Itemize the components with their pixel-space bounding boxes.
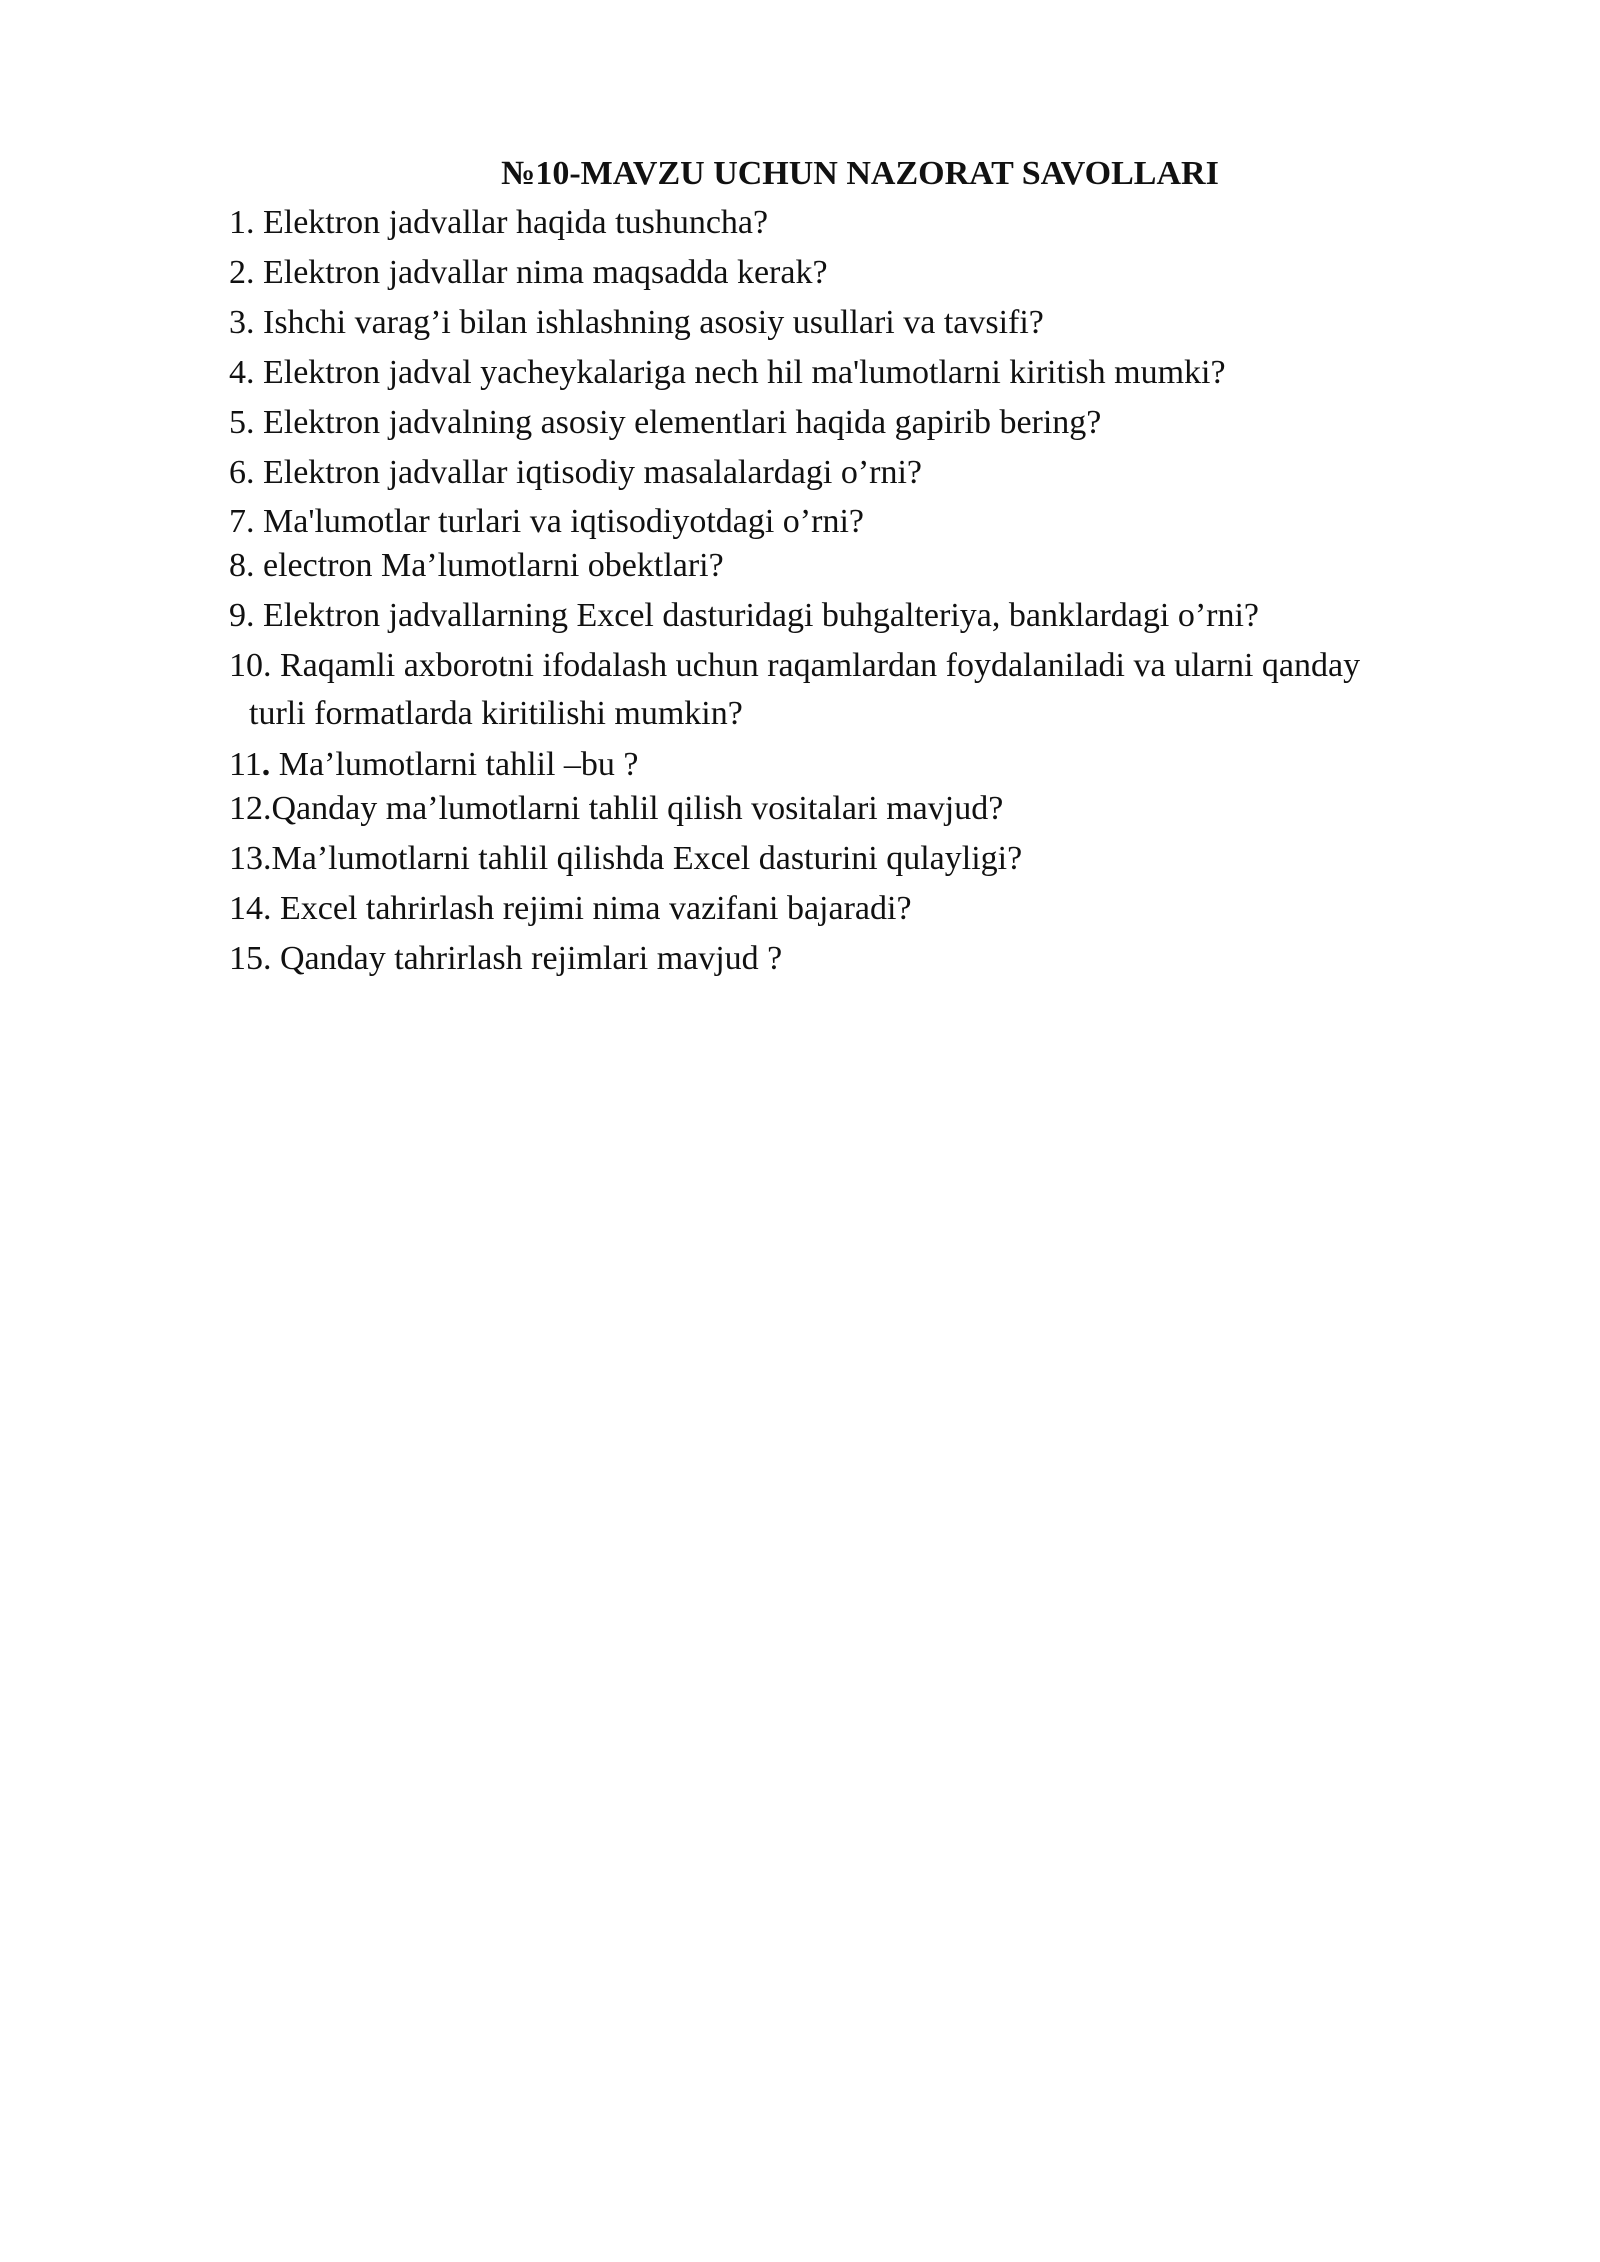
- question-text: Qanday tahrirlash rejimlari mavjud ?: [271, 940, 783, 977]
- question-text: Elektron jadvallarning Excel dasturidagi buhgalteriya, banklardagi o’rni?: [254, 597, 1260, 634]
- list-item: [229, 741, 639, 789]
- list-item: [229, 199, 768, 247]
- list-item: [229, 885, 912, 933]
- question-text: Qanday ma’lumotlarni tahlil qilish vositalari mavjud?: [271, 790, 1004, 827]
- question-text: Ma’lumotlarni tahlil –bu ?: [270, 746, 639, 783]
- question-number: 1.: [229, 204, 255, 241]
- list-item: [229, 249, 828, 297]
- question-number: 11: [229, 746, 262, 783]
- list-item: [229, 349, 1226, 397]
- question-text: Elektron jadvallar nima maqsadda kerak?: [254, 254, 828, 291]
- question-number: 7.: [229, 503, 255, 540]
- question-text: Ma’lumotlarni tahlil qilishda Excel dasturini qulayligi?: [271, 840, 1023, 877]
- question-text: Excel tahrirlash rejimi nima vazifani bajaradi?: [271, 890, 912, 927]
- list-item: [229, 592, 1259, 640]
- question-number: 4.: [229, 354, 255, 391]
- question-text: Elektron jadval yacheykalariga nech hil ma'lumotlarni kiritish mumki?: [254, 354, 1226, 391]
- question-number: 13.: [229, 840, 272, 877]
- question-text: electron Ma’lumotlarni obektlari?: [254, 547, 724, 584]
- question-number: 14.: [229, 890, 272, 927]
- list-item: [229, 785, 1003, 833]
- question-text: Elektron jadvallar haqida tushuncha?: [254, 204, 769, 241]
- question-number: 8.: [229, 547, 255, 584]
- question-text-continued: turli formatlarda kiritilishi mumkin?: [249, 695, 743, 732]
- question-number-dot: .: [261, 746, 271, 783]
- question-number: 3.: [229, 304, 255, 341]
- question-text: Ishchi varag’i bilan ishlashning asosiy usullari va tavsifi?: [254, 304, 1044, 341]
- question-number: 15.: [229, 940, 272, 977]
- question-number: 10.: [229, 647, 272, 684]
- question-number: 2.: [229, 254, 255, 291]
- question-text: Elektron jadvalning asosiy elementlari haqida gapirib bering?: [254, 404, 1102, 441]
- list-item: [229, 642, 1360, 738]
- list-item: [229, 835, 1022, 883]
- question-text: Ma'lumotlar turlari va iqtisodiyotdagi o’rni?: [254, 503, 864, 540]
- list-item: [229, 449, 922, 497]
- page-title: №10-MAVZU UCHUN NAZORAT SAVOLLARI: [501, 155, 1219, 192]
- question-number: 9.: [229, 597, 255, 634]
- list-item: [229, 935, 782, 983]
- question-text: Raqamli axborotni ifodalash uchun raqamlardan foydalaniladi va ularni qanday: [271, 647, 1361, 684]
- question-number: 12.: [229, 790, 272, 827]
- list-item: [229, 498, 864, 546]
- list-item: [229, 299, 1044, 347]
- list-item: [229, 542, 724, 590]
- question-number: 5.: [229, 404, 255, 441]
- list-item: [229, 399, 1101, 447]
- question-text: Elektron jadvallar iqtisodiy masalalardagi o’rni?: [254, 454, 922, 491]
- question-number: 6.: [229, 454, 255, 491]
